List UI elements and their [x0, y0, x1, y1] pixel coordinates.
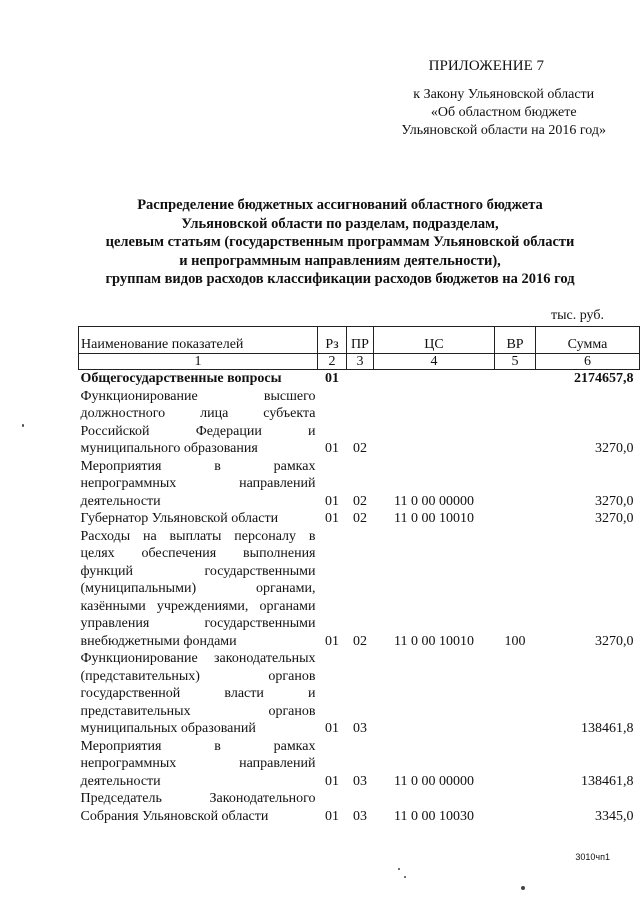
- row-pr: 02: [353, 511, 367, 526]
- row-vr: [495, 790, 536, 825]
- row-vr: [495, 458, 536, 511]
- row-cs: 11 0 00 00000: [394, 773, 474, 789]
- row-vr: 100: [504, 633, 526, 649]
- law-reference: [401, 86, 606, 140]
- scan-speck: [521, 886, 525, 890]
- title-line: Распределение бюджетных ассигнований областного бюджета: [137, 197, 543, 213]
- row-name: Общегосударственные вопросы: [80, 371, 282, 386]
- column-number: 6: [536, 354, 640, 370]
- row-pr: 03: [353, 808, 367, 824]
- row-rz: 01: [325, 773, 339, 789]
- row-pr: 03: [353, 773, 367, 789]
- table-row: [79, 650, 640, 738]
- row-pr: 02: [353, 633, 367, 649]
- title-line: группам видов расходов классификации расходов бюджетов на 2016 год: [105, 271, 575, 287]
- row-sum: 2174657,8: [574, 371, 634, 386]
- column-number: 1: [79, 354, 318, 370]
- units-label: тыс. руб.: [551, 308, 604, 323]
- header-sum: Сумма: [536, 327, 640, 354]
- row-rz: 01: [325, 633, 339, 649]
- row-sum: 3345,0: [595, 808, 634, 824]
- row-name: Расходы на выплаты персоналу в целях обеспечения выполнения функций государственными (муниципальными) органами, казёнными учреждениями, органами управления государственными внебюджетными фондами: [80, 528, 316, 649]
- row-vr: [495, 510, 536, 528]
- column-number-row: [79, 354, 640, 370]
- table-header-row: [79, 327, 640, 354]
- row-cs: 11 0 00 00000: [394, 493, 474, 509]
- row-cs: 11 0 00 10030: [394, 808, 474, 824]
- table-row: [79, 528, 640, 651]
- row-vr: [495, 388, 536, 458]
- row-name: Председатель Законодательного Собрания Ульяновской области: [80, 791, 316, 824]
- table-row: [79, 510, 640, 528]
- row-sum: 138461,8: [581, 773, 634, 789]
- row-rz: 01: [325, 808, 339, 824]
- law-reference-line: к Закону Ульяновской области: [413, 87, 595, 102]
- footer-code: 3010чп1: [575, 852, 610, 862]
- row-pr: 03: [353, 721, 367, 736]
- row-vr: [495, 738, 536, 791]
- row-cs: [374, 388, 495, 458]
- header-pr: ПР: [347, 327, 374, 354]
- column-number: 5: [495, 354, 536, 370]
- row-sum: 3270,0: [595, 633, 634, 649]
- table-row: [79, 370, 640, 388]
- budget-table: [78, 326, 640, 825]
- law-reference-line: Ульяновской области на 2016 год»: [401, 123, 606, 138]
- row-rz: 01: [325, 511, 339, 526]
- scan-speck: [404, 876, 406, 878]
- column-number: 2: [318, 354, 347, 370]
- table-row: [79, 458, 640, 511]
- row-cs: 11 0 00 10010: [394, 633, 474, 649]
- title-line: целевым статьям (государственным программам Ульяновской области: [105, 234, 575, 250]
- row-rz: 01: [325, 371, 339, 386]
- appendix-label: ПРИЛОЖЕНИЕ 7: [428, 58, 544, 74]
- row-cs: 11 0 00 10010: [394, 511, 474, 526]
- table-row: [79, 790, 640, 825]
- row-cs: [374, 370, 495, 388]
- row-rz: 01: [325, 441, 339, 456]
- row-vr: [495, 650, 536, 738]
- row-name: Мероприятия в рамках непрограммных направлений деятельности: [80, 738, 316, 789]
- row-sum: 3270,0: [595, 441, 634, 456]
- table-row: [79, 388, 640, 458]
- scan-speck: [398, 868, 400, 870]
- row-name: Функционирование высшего должностного лица субъекта Российской Федерации и муниципального образования: [80, 388, 316, 456]
- row-pr: 02: [353, 493, 367, 509]
- row-name: Мероприятия в рамках непрограммных направлений деятельности: [80, 458, 316, 509]
- header-name: Наименование показателей: [79, 327, 318, 354]
- document-title: [70, 196, 610, 289]
- table-row: [79, 738, 640, 791]
- row-rz: 01: [325, 493, 339, 509]
- header-vr: ВР: [495, 327, 536, 354]
- scan-speck: [22, 424, 24, 427]
- row-sum: 3270,0: [595, 493, 634, 509]
- row-vr: [495, 370, 536, 388]
- row-sum: 3270,0: [595, 511, 634, 526]
- row-cs: [374, 650, 495, 738]
- row-sum: 138461,8: [581, 721, 634, 736]
- title-line: и непрограммным направлениям деятельности),: [179, 252, 501, 269]
- law-reference-line: «Об областном бюджете: [430, 105, 577, 120]
- header-cs: ЦС: [374, 327, 495, 354]
- header-rz: Рз: [318, 327, 347, 354]
- row-name: Губернатор Ульяновской области: [80, 511, 279, 526]
- row-rz: 01: [325, 721, 339, 736]
- title-line: Ульяновской области по разделам, подразделам,: [181, 215, 499, 232]
- row-pr: 02: [353, 441, 367, 456]
- column-number: 3: [347, 354, 374, 370]
- column-number: 4: [374, 354, 495, 370]
- row-pr: [347, 370, 374, 388]
- row-name: Функционирование законодательных (представительных) органов государственной власти и представительных органов муниципальных образований: [80, 651, 316, 736]
